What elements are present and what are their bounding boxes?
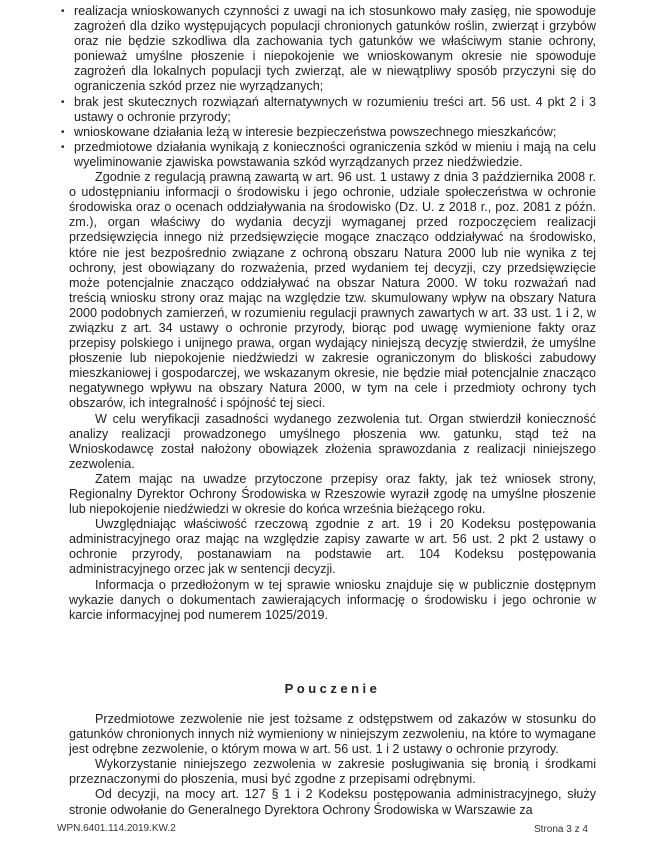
paragraph-verification: W celu weryfikacji zasadności wydanego zezwolenia tut. Organ stwierdził konieczność analizy realizacji prowadzonego umyślnego płoszenia ww. gatunku, stąd też na Wnioskodawcę został nałożony obowiązek złożenia sprawozdania z realizacji niniejszego zezwolenia. bbox=[69, 411, 596, 471]
paragraph-pouczenie-appeal: Od decyzji, na mocy art. 127 § 1 i 2 Kodeksu postępowania administracyjnego, służy stronie odwołanie do Generalnego Dyrektora Ochrony Środowiska w Warszawie za bbox=[69, 787, 596, 817]
list-item-text: realizacja wnioskowanych czynności z uwagi na ich stosunkowo mały zasięg, nie spowoduje zagrożeń dla dziko występujących populacji chronionych gatunków roślin, zwierząt i grzybów oraz nie będzie szkodliwa dla zachowania tych gatunków we właściwym stanie ochrony, ponieważ umyślne płoszenie i niepokojenie we wnioskowanym okresie nie spowoduje zagrożeń dla lokalnych populacji tych zwierząt, ale w niewątpliwy sposób przyczyni się do ograniczenia szkód przez nie wyrządzanych; bbox=[74, 4, 596, 94]
paragraph-consent: Zatem mając na uwadze przytoczone przepisy oraz fakty, jak też wniosek strony, Regionalny Dyrektor Ochrony Środowiska w Rzeszowie wyraził zgodę na umyślne płoszenie lub niepokojenie niedźwiedzi w okresie do końca września bieżącego roku. bbox=[69, 471, 596, 517]
list-item-text: przedmiotowe działania wynikają z konieczności ograniczenia szkód w mieniu i mają na celu wyeliminowanie zjawiska powstawania szkód wyrządzanych przez niedźwiedzie. bbox=[74, 139, 596, 169]
list-item bbox=[61, 139, 596, 170]
bullet-icon: • bbox=[61, 6, 65, 17]
conditions-list bbox=[61, 4, 596, 170]
document-body bbox=[61, 4, 596, 818]
justification-section bbox=[69, 170, 596, 818]
bullet-icon: • bbox=[61, 126, 65, 138]
list-item bbox=[61, 94, 596, 125]
document-reference-number: WPN.6401.114.2019.KW.2 bbox=[57, 823, 176, 834]
bullet-icon: • bbox=[61, 96, 65, 108]
paragraph-public-info: Informacja o przedłożonym w tej sprawie wniosku znajduje się w publicznie dostępnym wykazie danych o dokumentach zawierających informację o środowisku i jego ochronie w karcie informacyjnej pod numerem 1025/2019. bbox=[69, 577, 596, 622]
list-item-text: brak jest skutecznych rozwiązań alternatywnych w rozumieniu treści art. 56 ust. 4 pkt 2 i 3 ustawy o ochronie przyrody; bbox=[74, 94, 596, 124]
list-item bbox=[61, 124, 596, 140]
list-item-text: wnioskowane działania leżą w interesie bezpieczeństwa powszechnego mieszkańców; bbox=[74, 124, 557, 139]
page-number: Strona 3 z 4 bbox=[534, 824, 588, 835]
paragraph-legal-basis: Uwzględniając właściwość rzeczową zgodnie z art. 19 i 20 Kodeksu postępowania administracyjnego oraz mając na względzie zapisy zawarte w art. 56 ust. 2 pkt 2 ustawy o ochronie przyrody, postanawiam na podstawie art. 104 Kodeksu postępowania administracyjnego orzec jak w sentencji decyzji. bbox=[69, 517, 596, 577]
bullet-icon: • bbox=[61, 141, 65, 153]
paragraph-pouczenie-weapons: Wykorzystanie niniejszego zezwolenia w zakresie posługiwania się bronią i środkami przeznaczonymi do płoszenia, musi być zgodne z przepisami odrębnymi. bbox=[69, 757, 596, 787]
paragraph-pouczenie-scope: Przedmiotowe zezwolenie nie jest tożsame z odstępstwem od zakazów w stosunku do gatunków chronionych innych niż wymieniony w niniejszym zezwoleniu, na które to wymagane jest odrębne zezwolenie, o którym mowa w art. 56 ust. 1 i 2 ustawy o ochronie przyrody. bbox=[69, 711, 596, 757]
paragraph-natura-2000: Zgodnie z regulacją prawną zawartą w art. 96 ust. 1 ustawy z dnia 3 października 2008 r. o udostępnianiu informacji o środowisku i jego ochronie, udziale społeczeństwa w ochronie środowiska oraz o ocenach oddziaływania na środowisko (Dz. U. z 2018 r., poz. 2081 z późn. zm.), organ właściwy do wydania decyzji wymaganej przed rozpoczęciem realizacji przedsięwzięcia innego niż przedsięwzięcie mogące znacząco oddziaływać na środowisko, które nie jest bezpośrednio związane z ochroną obszaru Natura 2000 lub nie wynika z tej ochrony, jest obowiązany do rozważenia, przed wydaniem tej decyzji, czy przedsięwzięcie może potencjalnie znacząco oddziaływać na obszar Natura 2000. W toku rozważań nad treścią wniosku strony oraz mając na względzie tzw. skumulowany wpływ na obszary Natura 2000 podobnych zamierzeń, w rozumieniu regulacji prawnych zawartych w art. 33 ust. 1 i 2, w związku z art. 34 ustawy o ochronie przyrody, biorąc pod uwagę wymienione fakty oraz przepisy polskiego i unijnego prawa, organ wydający niniejszą decyzję stwierdził, że umyślne płoszenie lub niepokojenie niedźwiedzi w zakresie ograniczonym do bliskości zabudowy mieszkaniowej i gospodarczej, we wskazanym okresie, nie będzie miał potencjalnie znacząco negatywnego wpływu na obszary Natura 2000, w tym na cele i przedmioty ochrony tych obszarów, ich integralność i spójność tej sieci. bbox=[69, 170, 596, 411]
list-item bbox=[61, 4, 596, 95]
section-heading-pouczenie: Pouczenie bbox=[284, 680, 381, 696]
